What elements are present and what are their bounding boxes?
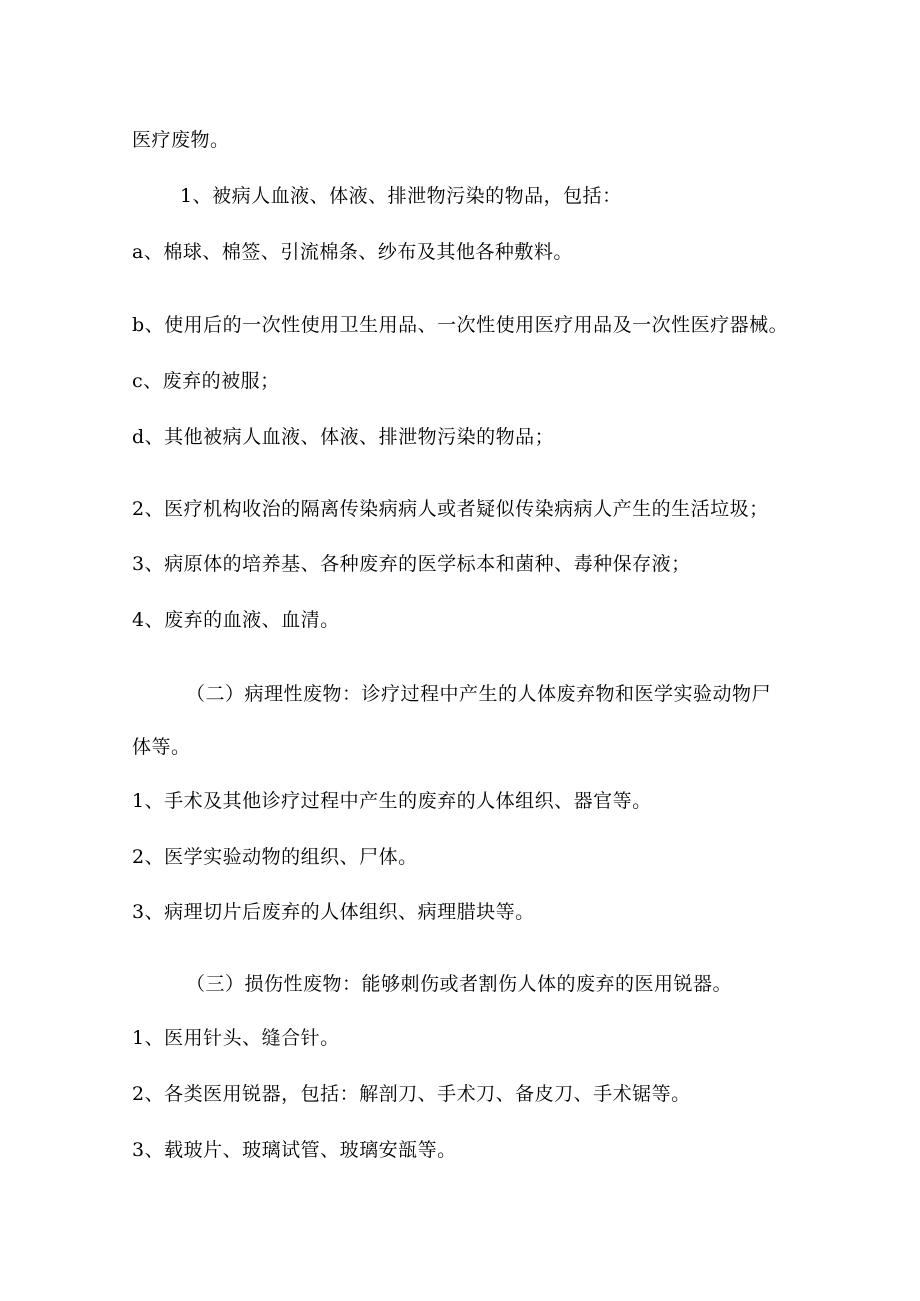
text-line: 2、各类医用锐器，包括：解剖刀、手术刀、备皮刀、手术锯等。	[132, 1083, 691, 1105]
text-line: 2、医学实验动物的组织、尸体。	[132, 846, 418, 868]
text-line: b、使用后的一次性使用卫生用品、一次性使用医疗用品及一次性医疗器械。	[132, 314, 789, 336]
text-line: 1、医用针头、缝合针。	[132, 1027, 340, 1049]
text-line: d、其他被病人血液、体液、排泄物污染的物品；	[132, 426, 555, 448]
text-line: （二）病理性废物：诊疗过程中产生的人体废弃物和医学实验动物尸	[186, 683, 772, 705]
text-line: 3、病理切片后废弃的人体组织、病理腊块等。	[132, 901, 535, 923]
text-line: 3、载玻片、玻璃试管、玻璃安瓿等。	[132, 1139, 457, 1161]
text-line: 3、病原体的培养基、各种废弃的医学标本和菌种、毒种保存液；	[132, 553, 691, 575]
text-line: 医疗废物。	[132, 129, 230, 151]
text-line: 1、手术及其他诊疗过程中产生的废弃的人体组织、器官等。	[132, 790, 652, 812]
text-line: 体等。	[132, 736, 191, 758]
text-line: 1、被病人血液、体液、排泄物污染的物品，包括：	[180, 185, 622, 207]
text-line: 2、医疗机构收治的隔离传染病病人或者疑似传染病病人产生的生活垃圾；	[132, 498, 769, 520]
text-line: a、棉球、棉签、引流棉条、纱布及其他各种敷料。	[132, 241, 573, 263]
text-line: （三）损伤性废物：能够刺伤或者割伤人体的废弃的医用锐器。	[186, 973, 733, 995]
text-line: 4、废弃的血液、血清。	[132, 609, 340, 631]
text-line: c、废弃的被服；	[132, 370, 280, 392]
